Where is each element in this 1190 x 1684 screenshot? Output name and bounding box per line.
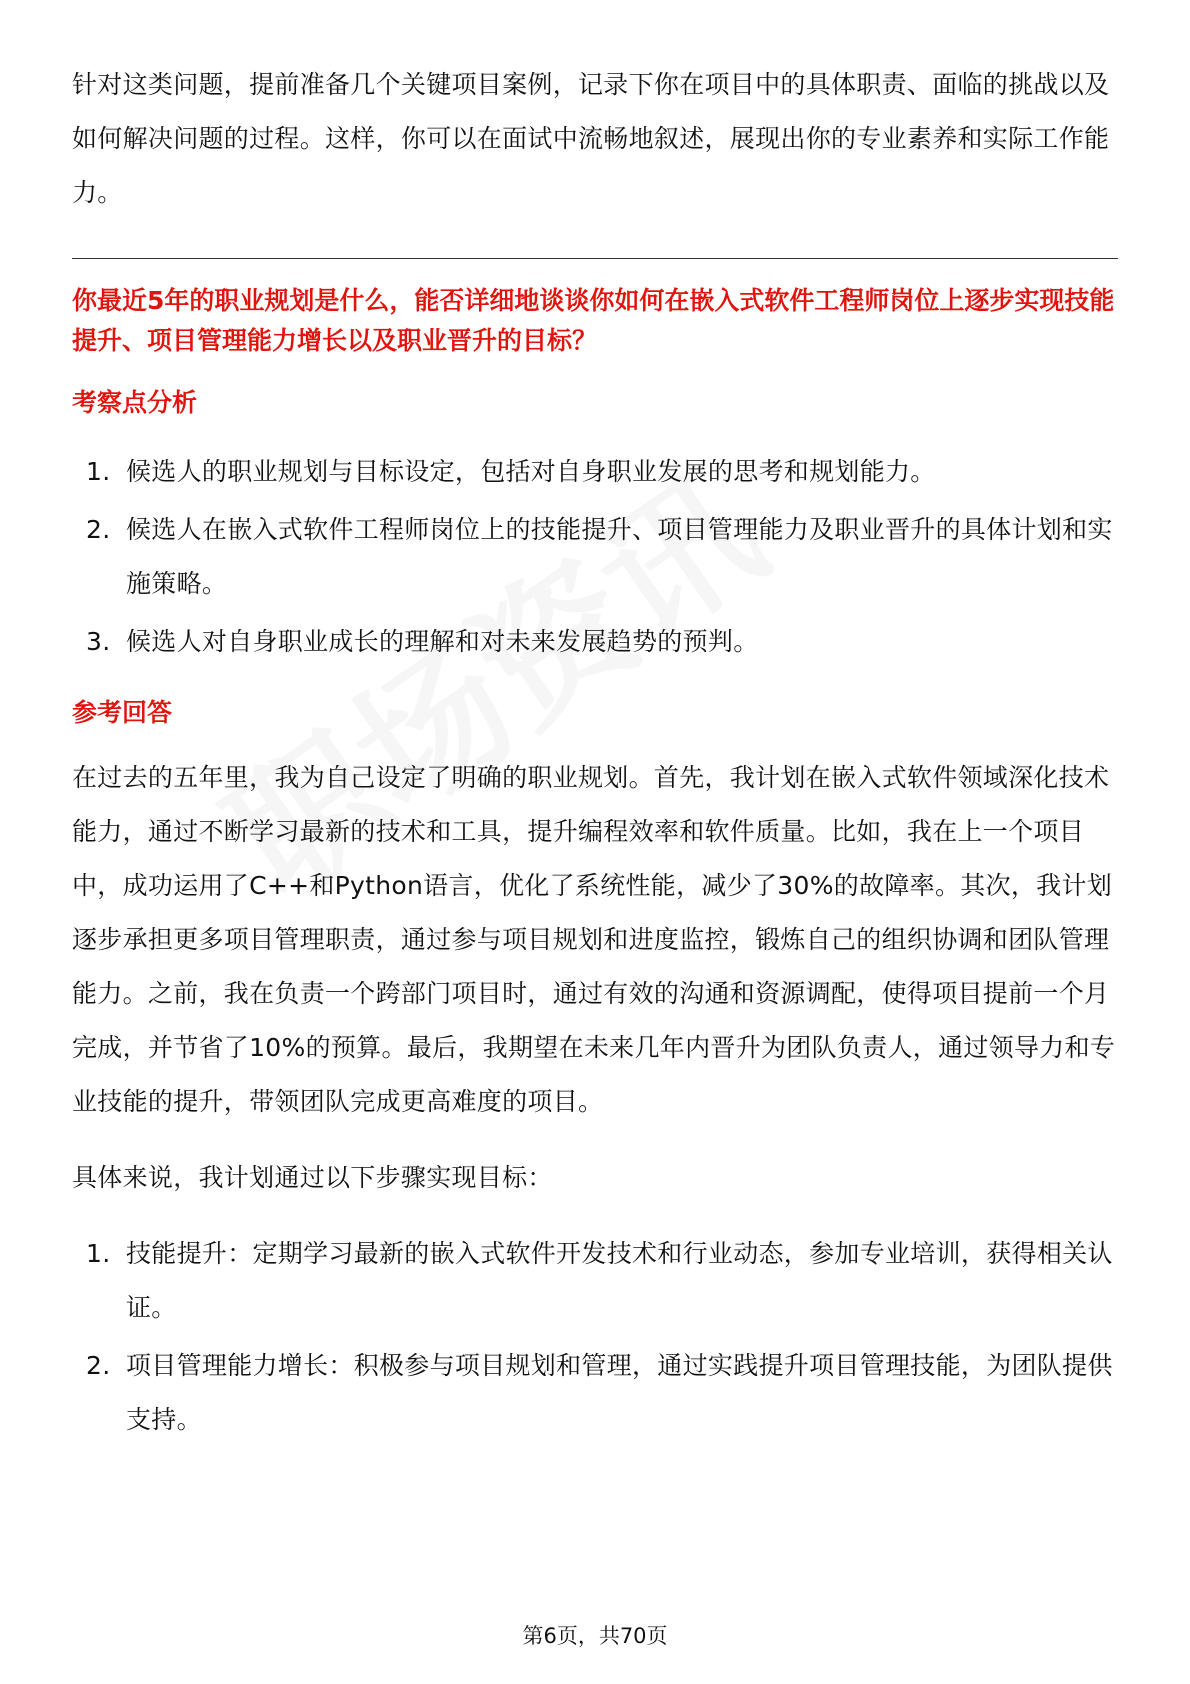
answer-title: 参考回答 <box>72 698 173 727</box>
list-item <box>72 1227 1118 1335</box>
list-item-text: 技能提升：定期学习最新的嵌入式软件开发技术和行业动态，参加专业培训，获得相关认证。 <box>126 1239 1113 1322</box>
question-heading: 你最近5年的职业规划是什么，能否详细地谈谈你如何在嵌入式软件工程师岗位上逐步实现技能提升、项目管理能力增长以及职业晋升的目标？ <box>72 286 1115 355</box>
analysis-title: 考察点分析 <box>72 388 198 417</box>
list-number: 2. <box>86 1351 111 1380</box>
list-item-text: 候选人的职业规划与目标设定，包括对自身职业发展的思考和规划能力。 <box>126 457 936 486</box>
list-item-text: 候选人对自身职业成长的理解和对未来发展趋势的预判。 <box>126 627 759 656</box>
list-item-text: 项目管理能力增长：积极参与项目规划和管理，通过实践提升项目管理技能，为团队提供支持。 <box>126 1351 1113 1434</box>
list-item <box>72 445 1118 499</box>
page-footer: 第6页，共70页 <box>522 1624 668 1648</box>
list-number: 2. <box>86 515 111 544</box>
analysis-section <box>72 383 1118 669</box>
list-item-text: 候选人在嵌入式软件工程师岗位上的技能提升、项目管理能力及职业晋升的具体计划和实施策略。 <box>126 515 1113 598</box>
steps-intro: 具体来说，我计划通过以下步骤实现目标： <box>72 1163 553 1192</box>
answer-section <box>72 693 1118 1447</box>
steps-list <box>72 1227 1118 1447</box>
list-item <box>72 615 1118 669</box>
list-number: 1. <box>86 1239 111 1268</box>
answer-paragraph: 在过去的五年里，我为自己设定了明确的职业规划。首先，我计划在嵌入式软件领域深化技术能力，通过不断学习最新的技术和工具，提升编程效率和软件质量。比如，我在上一个项目中，成功运用了C++和Python语言，优化了系统性能，减少了30%的故障率。其次，我计划逐步承担更多项目管理职责，通过参与项目规划和进度监控，锻炼自己的组织协调和团队管理能力。之前，我在负责一个跨部门项目时，通过有效的沟通和资源调配，使得项目提前一个月完成，并节省了10%的预算。最后，我期望在未来几年内晋升为团队负责人，通过领导力和专业技能的提升，带领团队完成更高难度的项目。 <box>72 763 1116 1116</box>
list-item <box>72 1339 1118 1447</box>
analysis-list <box>72 445 1118 669</box>
list-item <box>72 503 1118 611</box>
intro-paragraph: 针对这类问题，提前准备几个关键项目案例，记录下你在项目中的具体职责、面临的挑战以及如何解决问题的过程。这样，你可以在面试中流畅地叙述，展现出你的专业素养和实际工作能力。 <box>72 70 1110 207</box>
list-number: 3. <box>86 627 111 656</box>
content-column <box>72 58 1118 1447</box>
section-divider <box>72 258 1118 259</box>
list-number: 1. <box>86 457 111 486</box>
